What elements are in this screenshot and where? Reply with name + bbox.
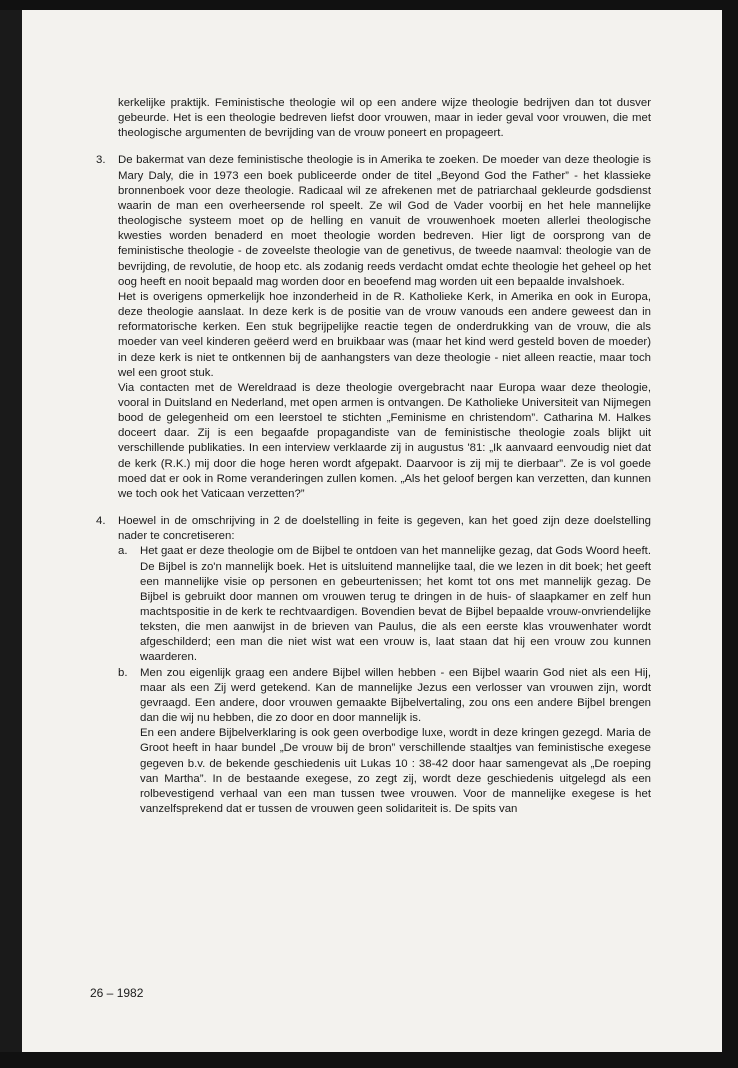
scan-bottom-edge — [0, 1052, 738, 1068]
document-body — [96, 96, 651, 817]
section-4-number: 4. — [96, 515, 106, 528]
section-4b-text-2: En een andere Bijbelverklaring is ook geen overbodige luxe, wordt in deze kringen gezegd. Maria de Groot heeft in haar bundel „De vrouw bij de bron” verschillende staaltjes van feministische exegese gegeven b.v. de bekende geschiedenis uit Lukas 10 : 38-42 door haar samengevat als „De roeping van Martha”. In de bestaande exegese, zo zegt zij, wordt deze geschiedenis uitgelegd als een rolbevestigend verhaal van een man tussen twee vrouwen. Voor de mannelijke exegese is het vanzelfsprekend dat er tussen de vrouwen geen solidariteit is. De spits van — [140, 727, 651, 816]
section-4b — [118, 666, 651, 818]
section-3 — [96, 153, 651, 502]
scan-top-edge — [0, 0, 738, 10]
section-4a — [118, 544, 651, 665]
intro-paragraph: kerkelijke praktijk. Feministische theologie wil op een andere wijze theologie bedrijven dan tot dusver gebeurde. Het is een theologie bedreven liefst door vrouwen, maar in ieder geval voor vrouwen, die met theologische argumenten de bevrijding van de vrouw poneert en propageert. — [118, 97, 651, 140]
section-3-paragraph-2: Het is overigens opmerkelijk hoe inzonderheid in de R. Katholieke Kerk, in Amerika en ook in Europa, deze theologie aanslaat. In deze kerk is de positie van de vrouw vanouds een andere geweest dan in reformatorische kerken. Een stuk begrijpelijke reactie tegen de onderdrukking van de vrouw, die als moeder van veel kinderen geëerd werd en bruikbaar was (maar het kind werd gesteld boven de moeder) in deze kerk is niet te ontkennen bij de aanhangsters van deze theologie - niet alleen reactie, maar toch wel een groot stuk. — [118, 290, 651, 379]
page-footer: 26 – 1982 — [90, 986, 144, 1000]
section-4b-text: Men zou eigenlijk graag een andere Bijbel willen hebben - een Bijbel waarin God niet als een Hij, maar als een Zij werd getekend. Kan de mannelijke Jezus een verlosser van vrouwen zijn, wordt gevraagd. Een andere, door vrouwen gemaakte Bijbelvertaling, zou ons een andere Bijbel brengen dan die wij nu hebben, die zo door en door mannelijk is. — [140, 666, 651, 725]
section-4a-label: a. — [118, 545, 128, 558]
section-3-number: 3. — [96, 154, 106, 167]
section-4 — [96, 514, 651, 817]
section-3-paragraph-1: De bakermat van deze feministische theologie is in Amerika te zoeken. De moeder van deze theologie is Mary Daly, die in 1973 een boek publiceerde onder de titel „Beyond God the Father” - het klassieke bronnenboek voor deze theologie. Radicaal wil ze afrekenen met de patriarchaal gekleurde godsdienst waarin de man een overheersende rol speelt. Ze wil God de Vader voorbij en het hele mannelijke theologische systeem moet op de helling en vanuit de vrouwenhoek moeten allerlei theologische kwesties worden benaderd en moet theologie worden bedreven. Hier ligt de oorsprong van de feministische theologie - de zoveelste theologie van de genetivus, de tweede naamval: theologie van de bevrijding, de revolutie, de hoop etc. als zodanig reeds verdacht omdat echte theologie het geheel op het oog heeft en nooit bepaald mag worden door en beoefend mag worden uit een bepaalde invalshoek. — [118, 154, 651, 288]
section-4a-text: Het gaat er deze theologie om de Bijbel te ontdoen van het mannelijke gezag, dat Gods Woord heeft. De Bijbel is zo'n mannelijk boek. Het is uitsluitend mannelijke taal, die we lezen in dit boek; het geeft een mannelijke visie op personen en gebeurtenissen; het komt tot ons met mannelijk gezag. De Bijbel is gebruikt door mannen om vrouwen terug te dringen in de huis- of slaapkamer en zelf hun machtspositie in de kerk te rechtvaardigen. Bovendien bevat de Bijbel bepaalde vrouw-onvriendelijke teksten, die men aanwijst in de brieven van Paulus, die als een eerste klas vrouwenhater wordt afgeschilderd; een man die niet wist wat een vrouw is, laat staan dat hij een vrouw zou kunnen waarderen. — [140, 545, 651, 664]
section-4-paragraph: Hoewel in de omschrijving in 2 de doelstelling in feite is gegeven, kan het goed zijn deze doelstelling nader te concretiseren: — [118, 515, 651, 543]
section-3-paragraph-3: Via contacten met de Wereldraad is deze theologie overgebracht naar Europa waar deze theologie, vooral in Duitsland en Nederland, met open armen is ontvangen. De Katholieke Universiteit van Nijmegen bood de gelegenheid om een leerstoel te stichten „Feminisme en christendom”. Catharina M. Halkes doceert daar. Zij is een begaafde propagandiste van de feministische theologie zoals blijkt uit verschillende publikaties. In een interview verklaarde zij in augustus '81: „Ik aanvaard eenvoudig niet dat de kerk (R.K.) mij door die hoge heren wordt afgepakt. Daarvoor is zij mij te dierbaar”. Ze is vol goede moed dat er ook in Rome veranderingen zullen komen. „Als het geloof bergen kan verzetten, dan kunnen we toch ook het Vaticaan verzetten?” — [118, 381, 651, 500]
scan-right-edge — [722, 0, 738, 1068]
section-4b-label: b. — [118, 666, 128, 679]
